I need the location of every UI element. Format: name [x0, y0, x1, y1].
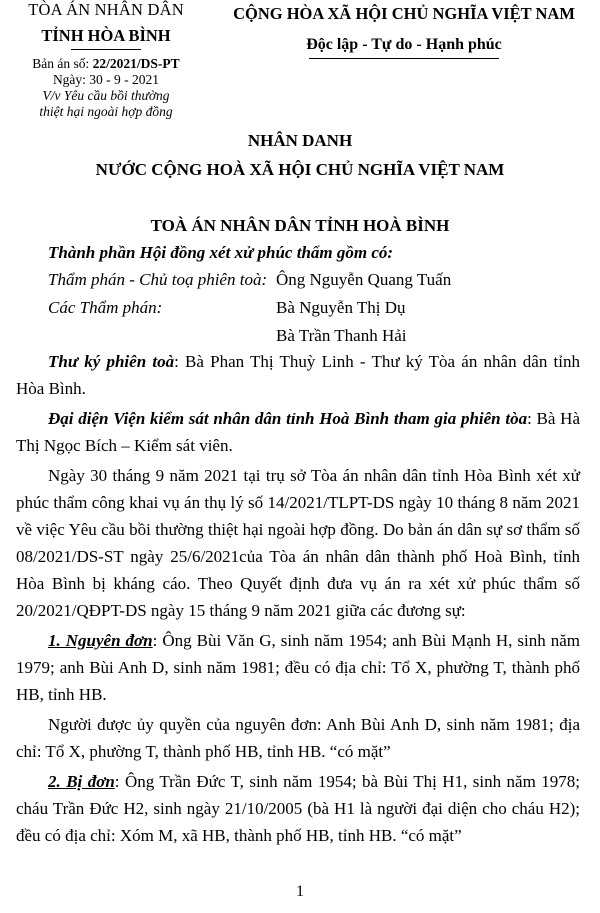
judge-name-1: Bà Nguyễn Thị Dụ	[276, 298, 406, 317]
clerk-text: : Bà Phan Thị Thuỳ Linh - Thư ký Tòa án nhân dân tỉnh Hòa Bình.	[16, 352, 580, 398]
case-number-label: Bản án số:	[32, 56, 90, 71]
judges-label: Các Thẩm phán:	[48, 298, 163, 317]
procuracy-text: : Bà Hà Thị Ngọc Bích – Kiểm sát viên.	[16, 409, 580, 455]
title-republic: NƯỚC CỘNG HOÀ XÃ HỘI CHỦ NGHĨA VIỆT NAM	[95, 160, 505, 179]
hearing-paragraph: Ngày 30 tháng 9 năm 2021 tại trụ sở Tòa án nhân dân tỉnh Hòa Bình xét xử phúc thẩm công khai vụ án thụ lý số 14/2021/TLPT-DS ngày 10 tháng 8 năm 2021 về việc Yêu cầu bồi thường thiệt hại ngoài hợp đồng. Do bản án dân sự sơ thẩm số 08/2021/DS-ST ngày 25/6/2021của Tòa án nhân dân thành phố Hoà Bình, tỉnh Hòa Bình bị kháng cáo. Theo Quyết định đưa vụ án ra xét xử phúc thẩm số 20/2021/QĐPT-DS ngày 15 tháng 9 năm 2021 giữa các đương sự:	[16, 466, 580, 620]
judge-name-2: Bà Trần Thanh Hải	[276, 326, 407, 345]
clerk-paragraph	[16, 348, 580, 402]
presiding-judge-label: Thẩm phán - Chủ toạ phiên toà:	[48, 270, 268, 289]
case-date: Ngày: 30 - 9 - 2021	[52, 72, 160, 87]
plaintiff-text: : Ông Bùi Văn G, sinh năm 1954; anh Bùi Mạnh H, sinh năm 1979; anh Bùi Anh D, sinh năm 1981; đều có địa chỉ: Tổ X, phường T, thành phố HB, tỉnh HB.	[16, 631, 581, 704]
clerk-label: Thư ký phiên toà	[48, 352, 175, 371]
court-header	[16, 0, 196, 120]
plaintiff-paragraph	[16, 627, 580, 708]
case-subject-line1: V/v Yêu cầu bồi thường	[42, 88, 170, 103]
title-court: TOÀ ÁN NHÂN DÂN TỈNH HOÀ BÌNH	[150, 216, 450, 235]
authorized-paragraph: Người được ủy quyền của nguyên đơn: Anh Bùi Anh D, sinh năm 1981; địa chỉ: Tổ X, phường T, thành phố HB, tỉnh HB. “có mặt”	[16, 715, 580, 761]
court-name-line2: TỈNH HÒA BÌNH	[41, 26, 171, 45]
plaintiff-label: 1. Nguyên đơn	[48, 631, 153, 650]
defendant-paragraph	[16, 768, 580, 849]
procuracy-label: Đại diện Viện kiểm sát nhân dân tỉnh Hoà Bình tham gia phiên tòa	[48, 409, 528, 428]
court-underline	[71, 49, 141, 50]
procuracy-paragraph	[16, 405, 580, 459]
nation-name: CỘNG HÒA XÃ HỘI CHỦ NGHĨA VIỆT NAM	[233, 4, 575, 23]
motto-underline	[309, 58, 499, 59]
national-motto: Độc lập - Tự do - Hạnh phúc	[306, 36, 502, 53]
national-header	[213, 3, 595, 59]
panel-heading: Thành phần Hội đồng xét xử phúc thẩm gồm có:	[48, 243, 394, 262]
case-number-value: 22/2021/DS-PT	[92, 56, 180, 71]
page-number: 1	[296, 883, 304, 900]
presiding-judge-name: Ông Nguyễn Quang Tuấn	[276, 270, 452, 289]
document-body	[16, 348, 580, 849]
title-in-name-of: NHÂN DANH	[247, 131, 353, 150]
case-subject-line2: thiệt hại ngoài hợp đồng	[39, 104, 173, 119]
court-name-line1: TÒA ÁN NHÂN DÂN	[28, 0, 184, 19]
case-number	[16, 56, 196, 72]
defendant-text: : Ông Trần Đức T, sinh năm 1954; bà Bùi Thị H1, sinh năm 1978; cháu Trần Đức H2, sinh ngày 21/10/2005 (bà H1 là người đại diện cho cháu H2); đều có địa chỉ: Xóm M, xã HB, thành phố HB, tỉnh HB. “có mặt”	[16, 772, 580, 845]
defendant-label: 2. Bị đơn	[48, 772, 115, 791]
